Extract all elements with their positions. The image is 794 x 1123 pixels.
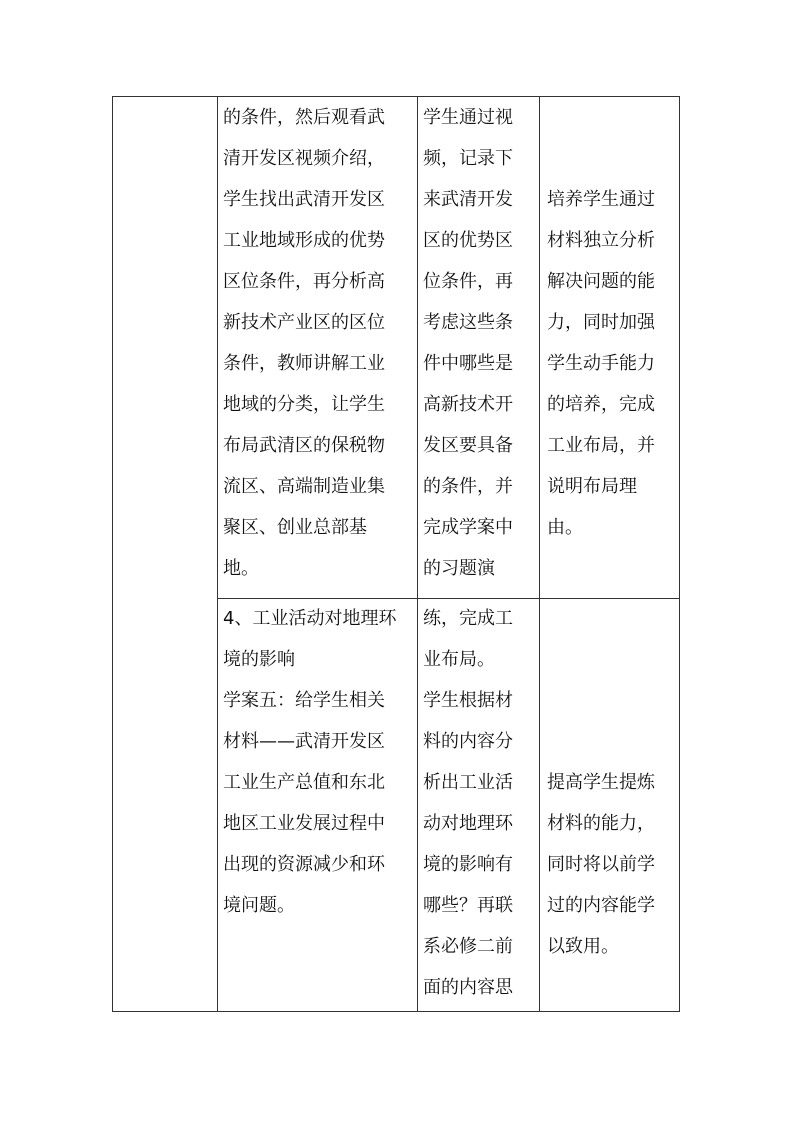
- text-line: 的条件，并: [423, 476, 513, 497]
- text-line: 动对地理环: [423, 813, 513, 834]
- text-line: 境的影响有: [423, 854, 513, 875]
- text-line: 培养学生通过: [547, 189, 655, 210]
- text-line: 料的内容分: [423, 731, 513, 752]
- text-line: 学生找出武清开发区: [223, 189, 385, 210]
- text-line: 业布局。: [423, 649, 495, 670]
- text-line: 析出工业活: [423, 772, 513, 793]
- text-line: 学生动手能力: [547, 353, 655, 374]
- text-line: 4、工业活动对地理环: [223, 608, 397, 629]
- text-line: 解决问题的能: [547, 271, 655, 292]
- text-line: 条件，教师讲解工业: [223, 353, 385, 374]
- text-line: 面的内容思: [423, 977, 513, 998]
- row2-teaching-process-cell: [223, 598, 396, 926]
- row1-teaching-process-cell: [223, 97, 385, 589]
- text-line: 的习题演: [423, 558, 495, 579]
- text-line: 以致用。: [547, 936, 619, 957]
- text-line: 流区、高端制造业集: [223, 476, 385, 497]
- text-line: 哪些？再联: [423, 895, 513, 916]
- text-line: 学生通过视: [423, 107, 513, 128]
- text-line: 学生根据材: [423, 690, 513, 711]
- text-line: 练，完成工: [423, 608, 513, 629]
- text-line: 发区要具备: [423, 435, 513, 456]
- text-line: 材料——武清开发区: [223, 731, 385, 752]
- text-line: 学案五：给学生相关: [223, 690, 385, 711]
- text-line: 境的影响: [223, 649, 295, 670]
- row1-design-intent-cell: [547, 179, 655, 548]
- text-line: 考虑这些条: [423, 312, 513, 333]
- column-divider-3: [539, 97, 540, 1011]
- lesson-plan-table: [112, 96, 680, 1012]
- text-line: 材料独立分析: [547, 230, 655, 251]
- text-line: 同时将以前学: [547, 854, 655, 875]
- text-line: 高新技术开: [423, 394, 513, 415]
- text-line: 聚区、创业总部基: [223, 517, 367, 538]
- text-line: 由。: [547, 517, 583, 538]
- text-line: 件中哪些是: [423, 353, 513, 374]
- text-line: 境问题。: [223, 895, 295, 916]
- text-line: 频，记录下: [423, 148, 513, 169]
- text-line: 力，同时加强: [547, 312, 655, 333]
- text-line: 系必修二前: [423, 936, 513, 957]
- text-line: 清开发区视频介绍，: [223, 148, 385, 169]
- text-line: 完成学案中: [423, 517, 513, 538]
- text-line: 提高学生提炼: [547, 772, 655, 793]
- column-divider-2: [417, 97, 418, 1011]
- text-line: 过的内容能学: [547, 895, 655, 916]
- text-line: 区的优势区: [423, 230, 513, 251]
- row1-student-activity-cell: [423, 97, 513, 589]
- row2-design-intent-cell: [547, 762, 655, 967]
- text-line: 新技术产业区的区位: [223, 312, 385, 333]
- text-line: 工业布局，并: [547, 435, 655, 456]
- text-line: 的培养，完成: [547, 394, 655, 415]
- text-line: 工业生产总值和东北: [223, 772, 385, 793]
- text-line: 出现的资源减少和环: [223, 854, 385, 875]
- text-line: 材料的能力，: [547, 813, 655, 834]
- text-line: 来武清开发: [423, 189, 513, 210]
- text-line: 区位条件，再分析高: [223, 271, 385, 292]
- text-line: 工业地域形成的优势: [223, 230, 385, 251]
- text-line: 地域的分类，让学生: [223, 394, 385, 415]
- text-line: 地区工业发展过程中: [223, 813, 385, 834]
- text-line: 位条件，再: [423, 271, 513, 292]
- text-line: 说明布局理: [547, 476, 637, 497]
- text-line: 的条件，然后观看武: [223, 107, 385, 128]
- text-line: 地。: [223, 558, 259, 579]
- column-divider-1: [217, 97, 218, 1011]
- text-line: 布局武清区的保税物: [223, 435, 385, 456]
- row2-student-activity-cell: [423, 598, 513, 1008]
